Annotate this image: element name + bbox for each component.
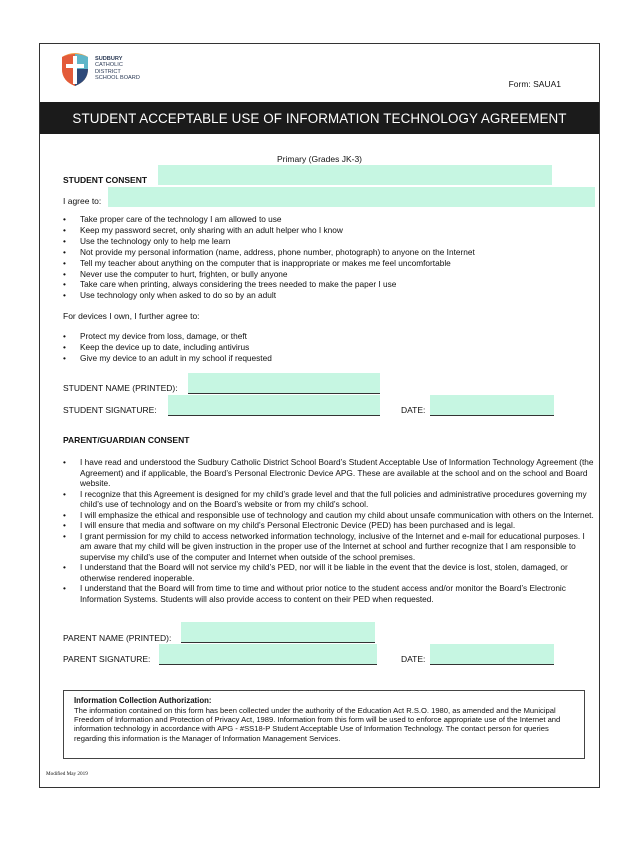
- information-collection-box: [63, 690, 585, 759]
- title-bar: [40, 102, 599, 134]
- modified-date: Modified May 2019: [46, 771, 88, 777]
- list-item: • Keep the device up to date, including antivirus: [63, 342, 593, 353]
- list-item: • Take proper care of the technology I am allowed to use: [63, 214, 593, 225]
- logo-line: CATHOLIC: [95, 62, 123, 69]
- list-item: • Give my device to an adult in my school if requested: [63, 353, 593, 364]
- list-item: • Use technology only when asked to do so by an adult: [63, 290, 593, 301]
- agree-list: [63, 214, 593, 301]
- parent-list: [63, 457, 598, 604]
- list-item: • Never use the computer to hurt, frighten, or bully anyone: [63, 269, 593, 280]
- student-signature-label: STUDENT SIGNATURE:: [63, 405, 157, 415]
- student-consent-field[interactable]: [158, 165, 552, 185]
- list-item: • Protect my device from loss, damage, or theft: [63, 331, 593, 342]
- form-id: Form: SAUA1: [508, 79, 561, 89]
- list-item: • Keep my password secret, only sharing with an adult helper who I know: [63, 225, 593, 236]
- parent-date-underline: [430, 664, 554, 665]
- devices-label: For devices I own, I further agree to:: [63, 311, 200, 321]
- list-item: • I understand that the Board will not service my child’s PED, nor will it be liable in the event that the device is lost, stolen, damaged, or otherwise rendered inoperable.: [63, 562, 598, 583]
- parent-signature-label: PARENT SIGNATURE:: [63, 654, 151, 664]
- info-heading: Information Collection Authorization:: [74, 696, 212, 705]
- list-item: • I will ensure that media and software on my child’s Personal Electronic Device (PED) has been purchased and is legal.: [63, 520, 598, 531]
- list-item: • I recognize that this Agreement is designed for my child’s grade level and that the full policies and administrative procedures governing my child’s use of technology and on the Board’s website or from my child’s school.: [63, 489, 598, 510]
- list-item: • Take care when printing, always considering the trees needed to make the paper I use: [63, 279, 593, 290]
- logo-line: DISTRICT: [95, 68, 121, 75]
- list-item: • I grant permission for my child to access networked information technology, inclusive of the Internet and e-mail for educational purposes. I am aware that my child will be given instruction in the proper use of the Internet at school and further recognize that I am responsible to supervise my child’s use of the computer and Internet when outside of the school premises.: [63, 531, 598, 563]
- agree-label: I agree to:: [63, 196, 102, 206]
- student-date-field[interactable]: [430, 395, 554, 415]
- parent-consent-heading: PARENT/GUARDIAN CONSENT: [63, 435, 190, 445]
- list-item: • I will emphasize the ethical and responsible use of technology and caution my child about unsafe communication with others on the Internet.: [63, 510, 598, 521]
- page-title: STUDENT ACCEPTABLE USE OF INFORMATION TECHNOLOGY AGREEMENT: [72, 111, 567, 126]
- student-date-underline: [430, 415, 554, 416]
- parent-name-field[interactable]: [181, 622, 375, 642]
- student-signature-field[interactable]: [168, 395, 380, 415]
- grade-subtitle: Primary (Grades JK-3): [276, 154, 362, 164]
- list-item: • I have read and understood the Sudbury Catholic District School Board’s Student Acceptable Use of Information Technology Agreement (the Agreement) and if applicable, the Board’s Personal Electronic Device APG. These are available at the school and on the school and Board website.: [63, 457, 598, 489]
- logo-line: SUDBURY: [95, 56, 123, 62]
- student-date-label: DATE:: [401, 405, 426, 415]
- parent-date-field[interactable]: [430, 644, 554, 664]
- list-item: • Use the technology only to help me learn: [63, 236, 593, 247]
- info-body: The information contained on this form has been collected under the authority of the Education Act R.S.O. 1980, as amended and the Municipal Freedom of Information and Protection of Privacy Act, 1989. Information from this form will be used to enforce appropriate use of the Internet and information technology in accordance with APG - #SS18-P Student Acceptable Use of Information Technology. The contact person for queries regarding this information is the Manager of Information Management Services.: [74, 706, 561, 743]
- logo-line: SCHOOL BOARD: [95, 75, 140, 82]
- student-name-underline: [188, 393, 380, 394]
- list-item: • Tell my teacher about anything on the computer that is inappropriate or makes me feel uncomfortable: [63, 258, 593, 269]
- parent-date-label: DATE:: [401, 654, 426, 664]
- parent-name-label: PARENT NAME (PRINTED):: [63, 633, 172, 643]
- student-name-label: STUDENT NAME (PRINTED):: [63, 383, 178, 393]
- list-item: • I understand that the Board will from time to time and without prior notice to the student access and/or monitor the Board’s Electronic Information Systems. Students will also provide access to content on their PED when requested.: [63, 583, 598, 604]
- agree-field[interactable]: [108, 187, 595, 207]
- school-board-logo-icon: [58, 51, 92, 87]
- list-item: • Not provide my personal information (name, address, phone number, photograph) to anyone on the Internet: [63, 247, 593, 258]
- student-signature-underline: [168, 415, 380, 416]
- student-consent-heading: STUDENT CONSENT: [63, 175, 148, 185]
- parent-name-underline: [181, 642, 375, 643]
- parent-signature-underline: [159, 664, 377, 665]
- logo-wordmark: [95, 56, 140, 82]
- form-page: [39, 43, 600, 788]
- device-list: [63, 331, 593, 364]
- student-name-field[interactable]: [188, 373, 380, 393]
- parent-signature-field[interactable]: [159, 644, 377, 664]
